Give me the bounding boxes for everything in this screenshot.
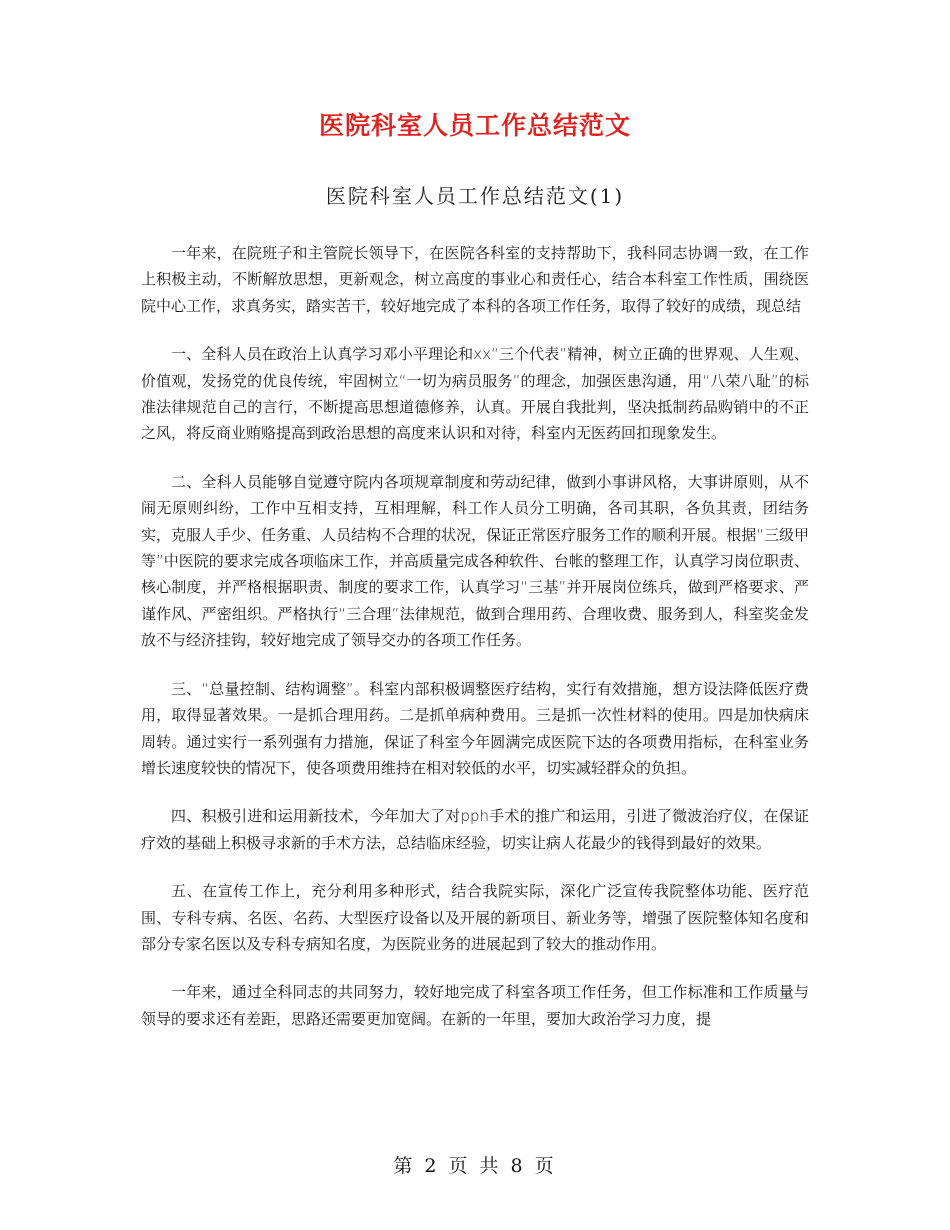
page-number: 第 2 页 共 8 页: [393, 1155, 557, 1177]
paragraph-conclusion: 一年来，通过全科同志的共同努力，较好地完成了科室各项工作任务，但工作标准和工作质量与领导的要求还有差距，思路还需要更加宽阔。在新的一年里，要加大政治学习力度，提: [141, 983, 809, 1028]
document-subtitle: 医院科室人员工作总结范文(1): [325, 184, 625, 208]
paragraph-section-4: 四、积极引进和运用新技术，今年加大了对pph手术的推广和运用，引进了微波治疗仪，在保证疗效的基础上积极寻求新的手术方法，总结临床经验，切实让病人花最少的钱得到最好的效果。: [141, 807, 809, 852]
paragraph-section-2: 二、全科人员能够自觉遵守院内各项规章制度和劳动纪律，做到小事讲风格，大事讲原则，从不闹无原则纠纷，工作中互相支持，互相理解，科工作人员分工明确，各司其职，各负其责，团结务实，克服人手少、任务重、人员结构不合理的状况，保证正常医疗服务工作的顺利开展。根据“三级甲等”中医院的要求完成各项临床工作，并高质量完成各种软件、台帐的整理工作，认真学习岗位职责、核心制度，并严格根据职责、制度的要求工作，认真学习“三基”并开展岗位练兵，做到严格要求、严谨作风、严密组织。严格执行“三合理”法律规范，做到合理用药、合理收费、服务到人，科室奖金发放不与经济挂钩，较好地完成了领导交办的各项工作任务。: [141, 472, 809, 650]
paragraph-section-5: 五、在宣传工作上，充分利用多种形式，结合我院实际，深化广泛宣传我院整体功能、医疗范围、专科专病、名医、名药、大型医疗设备以及开展的新项目、新业务等，增强了医院整体知名度和部分专家名医以及专科专病知名度，为医院业务的进展起到了较大的推动作用。: [141, 882, 809, 953]
paragraph-intro: 一年来，在院班子和主管院长领导下，在医院各科室的支持帮助下，我科同志协调一致，在工作上积极主动，不断解放思想，更新观念，树立高度的事业心和责任心，结合本科室工作性质，围绕医院中心工作，求真务实，踏实苦干，较好地完成了本科的各项工作任务，取得了较好的成绩，现总结: [141, 244, 809, 315]
paragraph-section-3: 三、“总量控制、结构调整”。科室内部积极调整医疗结构，实行有效措施，想方设法降低医疗费用，取得显著效果。一是抓合理用药。二是抓单病种费用。三是抓一次性材料的使用。四是加快病床周转。通过实行一系列强有力措施，保证了科室今年圆满完成医院下达的各项费用指标，在科室业务增长速度较快的情况下，使各项费用维持在相对较低的水平，切实减轻群众的负担。: [141, 679, 809, 777]
paragraph-section-1: 一、全科人员在政治上认真学习邓小平理论和xx“三个代表”精神，树立正确的世界观、人生观、价值观，发扬党的优良传统，牢固树立“一切为病员服务”的理念，加强医患沟通，用“八荣八耻”的标准法律规范自己的言行，不断提高思想道德修养，认真。开展自我批判，坚决抵制药品购销中的不正之风，将反商业贿赂提高到政治思想的高度来认识和对待，科室内无医药回扣现象发生。: [141, 345, 809, 443]
document-title: 医院科室人员工作总结范文: [318, 111, 631, 140]
document-body: [141, 240, 809, 1054]
